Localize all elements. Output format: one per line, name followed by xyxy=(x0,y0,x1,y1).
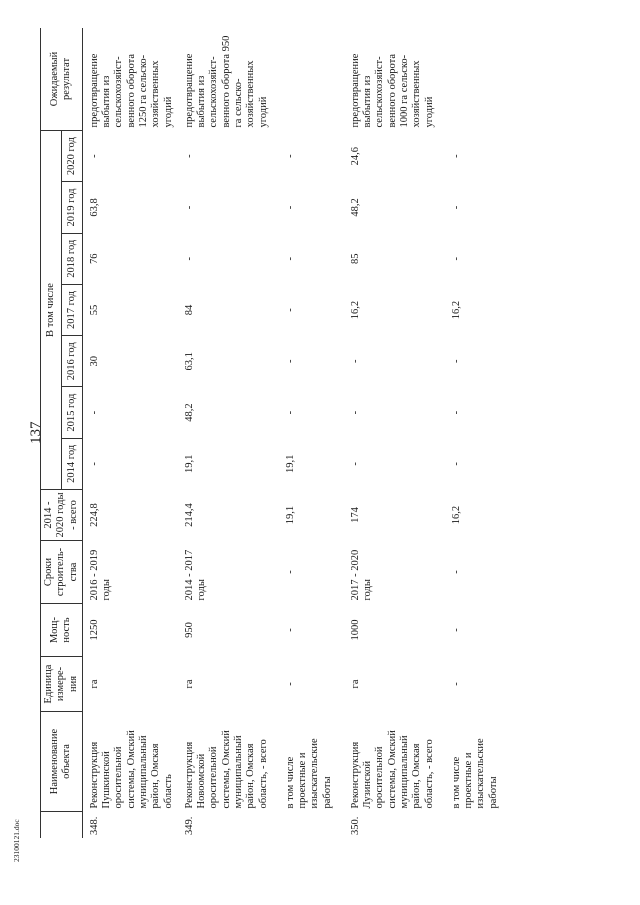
header-year: 2020 год xyxy=(61,131,82,182)
row-name: Реконструкция Новоомской оросительной системы, Омский муниципальный район, Омская область, - всего xyxy=(183,730,269,809)
table-row xyxy=(178,28,273,838)
row-power: 1250 xyxy=(88,619,100,641)
row-index xyxy=(439,812,510,839)
table-row xyxy=(439,28,510,838)
header-row-main xyxy=(41,28,62,838)
row-year-value: - xyxy=(349,359,361,364)
row-total: 224,8 xyxy=(88,503,100,527)
row-year-value: 76 xyxy=(88,253,100,264)
row-year-value: 19,1 xyxy=(284,454,296,474)
row-year-value: - xyxy=(183,205,195,210)
row-term: 2016 - 2019 годы xyxy=(88,549,113,601)
row-index: 348. xyxy=(88,816,100,835)
row-result xyxy=(439,28,510,131)
row-year-value: - xyxy=(284,256,296,261)
header-year: 2017 год xyxy=(61,284,82,335)
row-year-value: - xyxy=(349,410,361,415)
row-unit: га xyxy=(88,679,100,689)
row-result xyxy=(273,28,344,131)
row-year-value: - xyxy=(284,359,296,364)
row-year-value: 63,8 xyxy=(88,198,100,217)
row-name: в том числе проектные и изыскательские работы xyxy=(450,738,499,809)
row-total: 174 xyxy=(349,507,361,523)
row-total: 16,2 xyxy=(450,505,462,525)
row-year-value: 16,2 xyxy=(450,300,462,320)
header-index xyxy=(41,812,83,839)
row-unit: га xyxy=(349,679,361,689)
table-row xyxy=(344,28,439,838)
row-result: предотвращение выбытия из сельскохозяйст-венного оборота 950 га сельско-хозяйственных угодий xyxy=(183,35,269,128)
row-term: 2017 - 2020 годы xyxy=(349,549,374,601)
row-year-value: 84 xyxy=(183,304,195,316)
row-power: 1000 xyxy=(349,619,361,641)
row-year-value: - xyxy=(284,154,296,158)
row-year-value: - xyxy=(183,154,195,158)
row-year-value: 63,1 xyxy=(183,352,195,371)
header-term: Сроки строитель-ства xyxy=(41,541,83,604)
header-year: 2015 год xyxy=(61,387,82,438)
header-result: Ожидаемый результат xyxy=(41,28,83,131)
row-term: - xyxy=(450,570,462,574)
row-year-value: - xyxy=(284,205,296,210)
row-year-value: 48,2 xyxy=(349,198,361,217)
row-term: 2014 - 2017 годы xyxy=(183,549,208,601)
row-name: Реконструкция Лузинской оросительной системы, Омский муниципальный район, Омская область, - всего xyxy=(349,730,435,809)
table-row xyxy=(82,28,177,838)
row-unit: - xyxy=(450,682,462,686)
table-row xyxy=(273,28,344,838)
row-unit: - xyxy=(284,682,296,686)
row-unit: га xyxy=(183,679,195,689)
row-year-value: - xyxy=(88,154,100,158)
header-power: Мощ-ность xyxy=(41,604,83,657)
investment-table xyxy=(40,28,510,838)
row-year-value: - xyxy=(450,462,462,466)
row-year-value: - xyxy=(183,256,195,261)
row-power: 950 xyxy=(183,622,195,638)
row-year-value: - xyxy=(349,462,361,466)
row-year-value: 85 xyxy=(349,253,361,264)
header-year: 2018 год xyxy=(61,233,82,284)
row-total: 19,1 xyxy=(284,505,296,525)
row-year-value: 19,1 xyxy=(183,454,195,474)
row-year-value: 16,2 xyxy=(349,300,361,320)
row-power: - xyxy=(450,628,462,632)
row-year-value: - xyxy=(88,410,100,415)
row-name: Реконструкция Пушкинской оросительной системы, Омский муниципальный район, Омская область xyxy=(88,730,174,809)
row-year-value: 24,6 xyxy=(349,146,361,166)
row-year-value: - xyxy=(284,410,296,415)
header-year: 2014 год xyxy=(61,438,82,489)
row-year-value: - xyxy=(450,359,462,364)
header-name: Наименование объекта xyxy=(41,712,83,812)
page-number: 137 xyxy=(28,421,44,444)
row-term: - xyxy=(284,570,296,574)
row-result: предотвращение выбытия из сельскохозяйст-венного оборота 1250 га сельско-хозяйственных угодий xyxy=(88,53,174,128)
row-index: 350. xyxy=(349,816,361,835)
row-total: 214,4 xyxy=(183,503,195,527)
row-year-value: 30 xyxy=(88,356,100,367)
row-year-value: - xyxy=(88,462,100,466)
header-unit: Единица измере-ния xyxy=(41,657,83,712)
header-year: 2016 год xyxy=(61,336,82,387)
row-year-value: 55 xyxy=(88,304,100,316)
row-result: предотвращение выбытия из сельскохозяйст-венного оборота 1000 га сельско-хозяйственных угодий xyxy=(349,53,435,128)
row-power: - xyxy=(284,628,296,632)
header-including: В том числе xyxy=(41,131,62,490)
header-total: 2014 - 2020 годы - всего xyxy=(41,490,83,541)
document-filename: 23100121.doc xyxy=(12,819,21,862)
rotated-table-container xyxy=(40,28,620,838)
row-year-value: - xyxy=(450,205,462,210)
row-year-value: - xyxy=(450,410,462,415)
row-index: 349. xyxy=(183,816,195,835)
row-year-value: - xyxy=(450,256,462,261)
row-year-value: - xyxy=(450,154,462,158)
header-year: 2019 год xyxy=(61,182,82,233)
row-year-value: - xyxy=(284,308,296,312)
row-year-value: 48,2 xyxy=(183,403,195,422)
row-index xyxy=(273,812,344,839)
row-name: в том числе проектные и изыскательские работы xyxy=(284,738,333,809)
